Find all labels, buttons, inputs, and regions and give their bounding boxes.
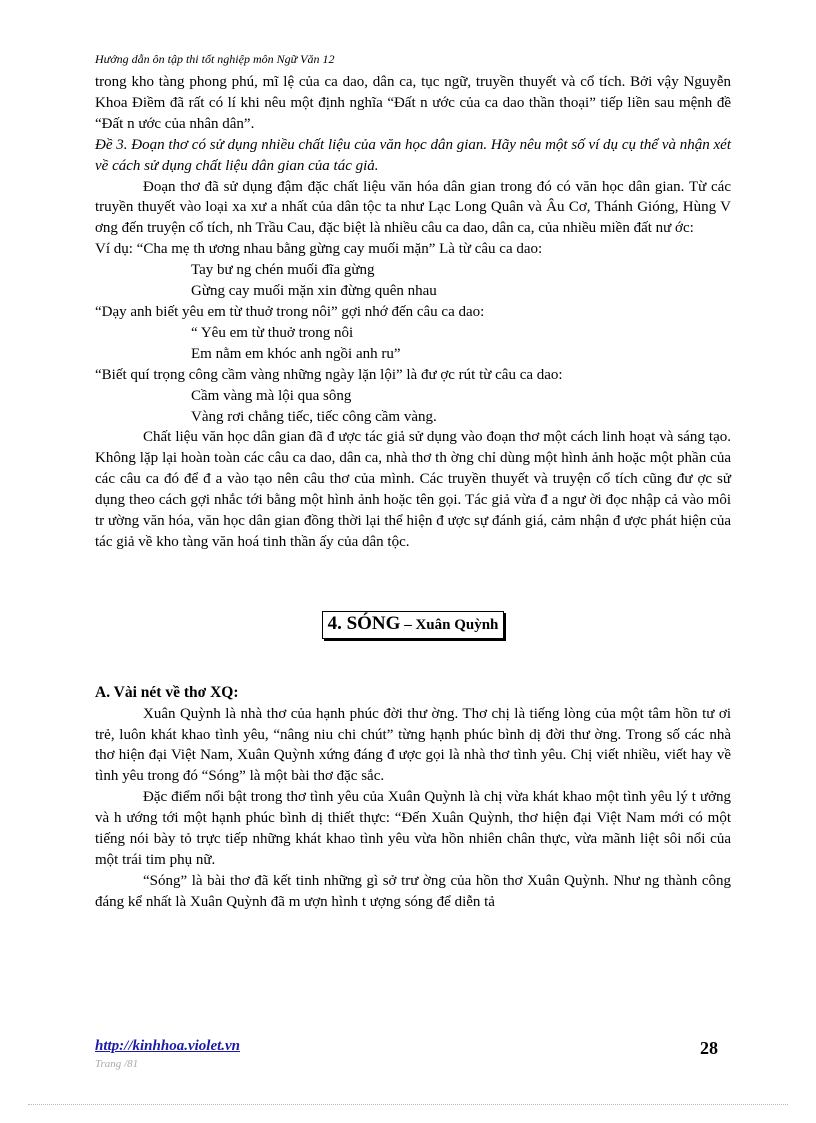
example-intro: “Dạy anh biết yêu em từ thuở trong nôi” gợi nhớ đến câu ca dao: — [95, 303, 485, 320]
title-main: 4. SÓNG — [327, 612, 401, 634]
spacer — [95, 553, 731, 605]
page-content — [95, 72, 731, 913]
verse-line: Cầm vàng mà lội qua sông — [191, 387, 352, 404]
title-box — [322, 611, 505, 639]
verse-line: “ Yêu em từ thuở trong nôi — [191, 324, 354, 341]
paragraph: Chất liệu văn học dân gian đã đ ược tác giả sử dụng vào đoạn thơ một cách linh hoạt và sáng tạo. Không lặp lại hoàn toàn các câu ca dao, dân ca, nhà thơ th ờng chỉ dùng một hình ảnh hoặc một phần của các câu ca đó để đ a vào tạo nên câu thơ của mình. Các truyền thuyết và truyện cổ tích cũng đư ợc sử dụng theo cách gợi nhắc tới bằng một hình ảnh hoặc tên gọi. Tác giả vừa đ a ngư ời đọc nhập cả vào môi tr ường văn hóa, văn học dân gian đồng thời lại thể hiện đ ược sự đánh giá, cảm nhận đ ược phát hiện của tác giả về kho tàng văn hoá tinh thần ấy của dân tộc. — [95, 429, 731, 550]
paragraph: Đoạn thơ đã sử dụng đậm đặc chất liệu văn hóa dân gian trong đó có văn học dân gian. Từ các truyền thuyết vào loại xa xư a nhất của dân tộc ta như Lạc Long Quân và Âu Cơ, Thánh Gióng, Hùng V ơng đến truyện cổ tích, nh Trầu Cau, đặc biệt là nhiều câu ca dao, dân ca, của nhiều miền đất nư ớc: — [95, 178, 731, 237]
verse-line: Vàng rơi chẳng tiếc, tiếc công cầm vàng. — [191, 408, 437, 425]
footer-link[interactable]: http://kinhhoa.violet.vn — [95, 1038, 241, 1054]
verse-line: Em nằm em khóc anh ngồi anh ru” — [191, 345, 401, 362]
page-number: 28 — [700, 1038, 718, 1058]
example-intro: “Biết quí trọng công cầm vàng những ngày lặn lội” là đư ợc rút từ câu ca dao: — [95, 366, 563, 383]
section-heading: A. Vài nét về thơ XQ: — [95, 683, 239, 701]
footer-page-label: Trang /81 — [95, 1058, 139, 1070]
paragraph: Xuân Quỳnh là nhà thơ của hạnh phúc đời thư ờng. Thơ chị là tiếng lòng của một tâm hồn tư ơi trẻ, luôn khát khao tình yêu, “nâng niu chi chút” từng hạnh phúc bình dị đời thư ờng. Trong số các nhà thơ hiện đại Việt Nam, Xuân Quỳnh xứng đáng đ ược gọi là nhà thơ tình yêu. Chị viết nhiều, viết hay về tình yêu trong đó “Sóng” là một bài thơ đặc sắc. — [95, 705, 731, 785]
verse-line: Tay bư ng chén muối đĩa gừng — [191, 262, 375, 279]
bottom-divider — [28, 1104, 788, 1105]
section-title — [95, 611, 731, 639]
paragraph: trong kho tàng phong phú, mĩ lệ của ca dao, dân ca, tục ngữ, truyền thuyết và cổ tích. Bởi vậy Nguyễn Khoa Điềm đã rất có lí khi nêu một định nghĩa “Đất n ước của ca dao thần thoại” tiếp liền sau mệnh đề “Đất n ước của nhân dân”. — [95, 74, 731, 132]
title-author: – Xuân Quỳnh — [404, 616, 499, 633]
running-header: Hướng dẫn ôn tập thi tốt nghiệp môn Ngữ Văn 12 — [95, 52, 335, 66]
example-intro: Ví dụ: “Cha mẹ th ương nhau bằng gừng cay muối mặn” Là từ câu ca dao: — [95, 241, 543, 258]
verse-line: Gừng cay muối mặn xin đừng quên nhau — [191, 283, 437, 300]
paragraph: Đặc điểm nổi bật trong thơ tình yêu của Xuân Quỳnh là chị vừa khát khao một tình yêu lý t ưởng và h ướng tới một hạnh phúc bình dị thiết thực: “Đến Xuân Quỳnh, thơ hiện đại Việt Nam mới có một tiếng nói bày tỏ trực tiếp những khát khao tình yêu vừa hồn nhiên chân thực, vừa mãnh liệt sôi nổi của một trái tim phụ nữ. — [95, 789, 731, 868]
paragraph: “Sóng” là bài thơ đã kết tinh những gì sở trư ờng của hồn thơ Xuân Quỳnh. Như ng thành công đáng kể nhất là Xuân Quỳnh đã m ượn hình t ượng sóng để diễn tả — [95, 872, 731, 910]
question-3: Đề 3. Đoạn thơ có sử dụng nhiều chất liệu của văn học dân gian. Hãy nêu một số ví dụ cụ thể và nhận xét về cách sử dụng chất liệu dân gian của tác giả. — [95, 136, 731, 174]
